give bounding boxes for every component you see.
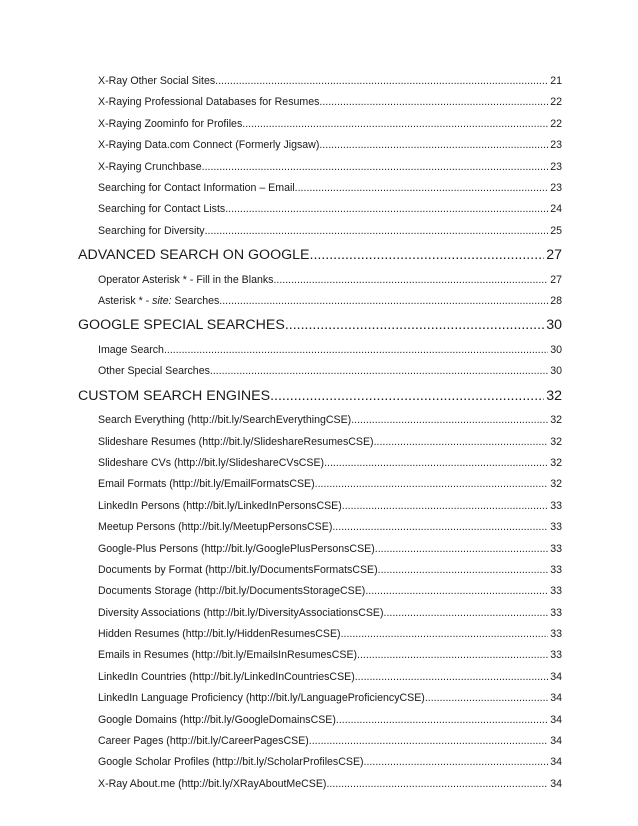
dot-leader — [332, 517, 548, 538]
toc-entry[interactable] — [78, 731, 562, 752]
toc-entry[interactable] — [78, 453, 562, 474]
dot-leader — [384, 603, 549, 624]
toc-entry[interactable] — [78, 114, 562, 135]
dot-leader — [341, 624, 549, 645]
dot-leader — [351, 410, 548, 431]
toc-entry-title: Operator Asterisk * - Fill in the Blanks — [98, 273, 274, 286]
toc-section-title: ADVANCED SEARCH ON GOOGLE — [78, 247, 310, 264]
toc-entry-page: 23 — [550, 181, 562, 194]
dot-leader — [309, 731, 548, 752]
toc-entry-page: 23 — [550, 139, 562, 152]
toc-entry-page: 22 — [550, 96, 562, 109]
toc-entry-title: Documents by Format (http://bit.ly/DocumentsFormatsCSE) — [98, 563, 378, 576]
dot-leader — [295, 178, 549, 199]
dot-leader — [273, 270, 548, 291]
toc-entry[interactable] — [78, 581, 562, 602]
dot-leader — [210, 361, 548, 382]
toc-section-title: GOOGLE SPECIAL SEARCHES — [78, 317, 285, 334]
toc-entry[interactable] — [78, 624, 562, 645]
toc-entry[interactable] — [78, 178, 562, 199]
dot-leader — [215, 71, 548, 92]
toc-entry-page: 30 — [550, 343, 562, 356]
toc-entry-page: 33 — [550, 649, 562, 662]
toc-entry-page: 34 — [550, 670, 562, 683]
toc-entry[interactable] — [78, 688, 562, 709]
toc-entry-page: 24 — [550, 203, 562, 216]
toc-entry-title: Career Pages (http://bit.ly/CareerPagesCSE) — [98, 735, 309, 748]
toc-entry-page: 22 — [550, 117, 562, 130]
toc-entry[interactable] — [78, 199, 562, 220]
dot-leader — [364, 752, 549, 773]
toc-entry-title: X-Raying Professional Databases for Resumes — [98, 96, 320, 109]
toc-section-title: CUSTOM SEARCH ENGINES — [78, 387, 271, 404]
toc-entry-page: 33 — [550, 499, 562, 512]
toc-entry[interactable] — [78, 270, 562, 291]
toc-entry[interactable] — [78, 135, 562, 156]
dot-leader — [375, 539, 548, 560]
toc-entry[interactable] — [78, 496, 562, 517]
toc-entry-title: Slideshare CVs (http://bit.ly/SlideshareCVsCSE) — [98, 456, 325, 469]
toc-entry-title: Image Search — [98, 343, 164, 356]
toc-section-heading[interactable] — [78, 385, 562, 409]
toc-entry-page: 30 — [550, 365, 562, 378]
toc-entry-title-italic: site: — [152, 295, 172, 307]
toc-entry-page: 32 — [550, 414, 562, 427]
toc-entry-page: 33 — [550, 542, 562, 555]
toc-entry-page: 23 — [550, 160, 562, 173]
toc-entry-page: 27 — [550, 273, 562, 286]
toc-entry[interactable] — [78, 71, 562, 92]
toc-entry-page: 21 — [550, 74, 562, 87]
toc-entry[interactable] — [78, 752, 562, 773]
toc-entry[interactable] — [78, 603, 562, 624]
toc-entry[interactable] — [78, 710, 562, 731]
toc-entry-title-suffix: Searches — [171, 295, 220, 307]
toc-entry-page: 33 — [550, 585, 562, 598]
dot-leader — [324, 453, 548, 474]
toc-entry-title: LinkedIn Persons (http://bit.ly/LinkedInPersonsCSE) — [98, 499, 342, 512]
toc-entry[interactable] — [78, 291, 562, 312]
toc-entry-title: Google Scholar Profiles (http://bit.ly/ScholarProfilesCSE) — [98, 756, 364, 769]
toc-entry-title: LinkedIn Language Proficiency (http://bit.ly/LanguageProficiencyCSE) — [98, 692, 425, 705]
toc-entry[interactable] — [78, 667, 562, 688]
toc-entry[interactable] — [78, 157, 562, 178]
toc-section-page: 32 — [546, 387, 562, 404]
dot-leader — [219, 291, 548, 312]
dot-leader — [355, 667, 548, 688]
toc-section-heading[interactable] — [78, 244, 562, 268]
toc-entry-page: 33 — [550, 521, 562, 534]
toc-entry-title: LinkedIn Countries (http://bit.ly/LinkedInCountriesCSE) — [98, 670, 355, 683]
dot-leader — [319, 135, 548, 156]
toc-entry-page: 34 — [550, 692, 562, 705]
toc-entry-title: X-Raying Crunchbase — [98, 160, 202, 173]
toc-entry[interactable] — [78, 410, 562, 431]
dot-leader — [319, 92, 548, 113]
toc-entry[interactable] — [78, 517, 562, 538]
table-of-contents — [78, 71, 562, 795]
toc-entry-page: 34 — [550, 713, 562, 726]
dot-leader — [315, 474, 549, 495]
toc-entry-page: 34 — [550, 777, 562, 790]
dot-leader — [374, 432, 549, 453]
toc-section-heading[interactable] — [78, 314, 562, 338]
dot-leader — [342, 496, 548, 517]
toc-section-page: 27 — [546, 247, 562, 264]
toc-entry-title: Diversity Associations (http://bit.ly/DiversityAssociationsCSE) — [98, 606, 384, 619]
dot-leader — [310, 244, 545, 268]
toc-entry[interactable] — [78, 361, 562, 382]
toc-entry-title: Documents Storage (http://bit.ly/DocumentsStorageCSE) — [98, 585, 366, 598]
toc-entry[interactable] — [78, 539, 562, 560]
toc-entry-title: Google-Plus Persons (http://bit.ly/GooglePlusPersonsCSE) — [98, 542, 375, 555]
toc-entry-page: 32 — [550, 435, 562, 448]
toc-entry-page: 28 — [550, 295, 562, 307]
toc-entry-title — [98, 291, 219, 312]
toc-entry-title: Search Everything (http://bit.ly/SearchEverythingCSE) — [98, 414, 352, 427]
toc-entry-title: Other Special Searches — [98, 365, 210, 378]
dot-leader — [242, 114, 548, 135]
dot-leader — [164, 340, 548, 361]
toc-entry-title: Email Formats (http://bit.ly/EmailFormatsCSE) — [98, 478, 315, 491]
toc-entry-page: 33 — [550, 563, 562, 576]
dot-leader — [378, 560, 549, 581]
dot-leader — [225, 199, 548, 220]
toc-entry-title: X-Raying Zoominfo for Profiles — [98, 117, 243, 130]
toc-entry-title: Slideshare Resumes (http://bit.ly/SlideshareResumesCSE) — [98, 435, 374, 448]
dot-leader — [285, 314, 544, 338]
dot-leader — [205, 221, 549, 242]
toc-entry-title: Meetup Persons (http://bit.ly/MeetupPersonsCSE) — [98, 521, 333, 534]
toc-entry-title: X-Raying Data.com Connect (Formerly Jigsaw) — [98, 139, 320, 152]
toc-entry-title: Emails in Resumes (http://bit.ly/EmailsInResumesCSE) — [98, 649, 358, 662]
dot-leader — [336, 710, 548, 731]
dot-leader — [357, 645, 548, 666]
toc-entry-title: Google Domains (http://bit.ly/GoogleDomainsCSE) — [98, 713, 336, 726]
toc-section-page: 30 — [546, 317, 562, 334]
dot-leader — [425, 688, 548, 709]
toc-entry[interactable] — [78, 432, 562, 453]
toc-entry-title: X-Ray About.me (http://bit.ly/XRayAboutMeCSE) — [98, 777, 327, 790]
toc-entry-page: 33 — [550, 628, 562, 641]
dot-leader — [326, 774, 548, 795]
toc-entry[interactable] — [78, 645, 562, 666]
toc-entry-title: Searching for Diversity — [98, 224, 205, 237]
toc-entry-title: Searching for Contact Lists — [98, 203, 226, 216]
toc-entry[interactable] — [78, 92, 562, 113]
toc-entry[interactable] — [78, 474, 562, 495]
toc-entry-page: 25 — [550, 224, 562, 237]
toc-entry[interactable] — [78, 774, 562, 795]
toc-entry-page: 34 — [550, 756, 562, 769]
dot-leader — [202, 157, 549, 178]
toc-entry[interactable] — [78, 560, 562, 581]
dot-leader — [270, 385, 544, 409]
toc-entry-title: Hidden Resumes (http://bit.ly/HiddenResumesCSE) — [98, 628, 341, 641]
toc-entry-page: 32 — [550, 456, 562, 469]
toc-entry-title: Searching for Contact Information – Email — [98, 181, 295, 194]
toc-entry-page: 34 — [550, 735, 562, 748]
toc-entry[interactable] — [78, 340, 562, 361]
toc-entry[interactable] — [78, 221, 562, 242]
dot-leader — [365, 581, 548, 602]
toc-entry-title-prefix: Asterisk * - — [98, 295, 153, 307]
toc-entry-page: 33 — [550, 606, 562, 619]
toc-entry-page: 32 — [550, 478, 562, 491]
toc-entry-title: X-Ray Other Social Sites — [98, 74, 216, 87]
